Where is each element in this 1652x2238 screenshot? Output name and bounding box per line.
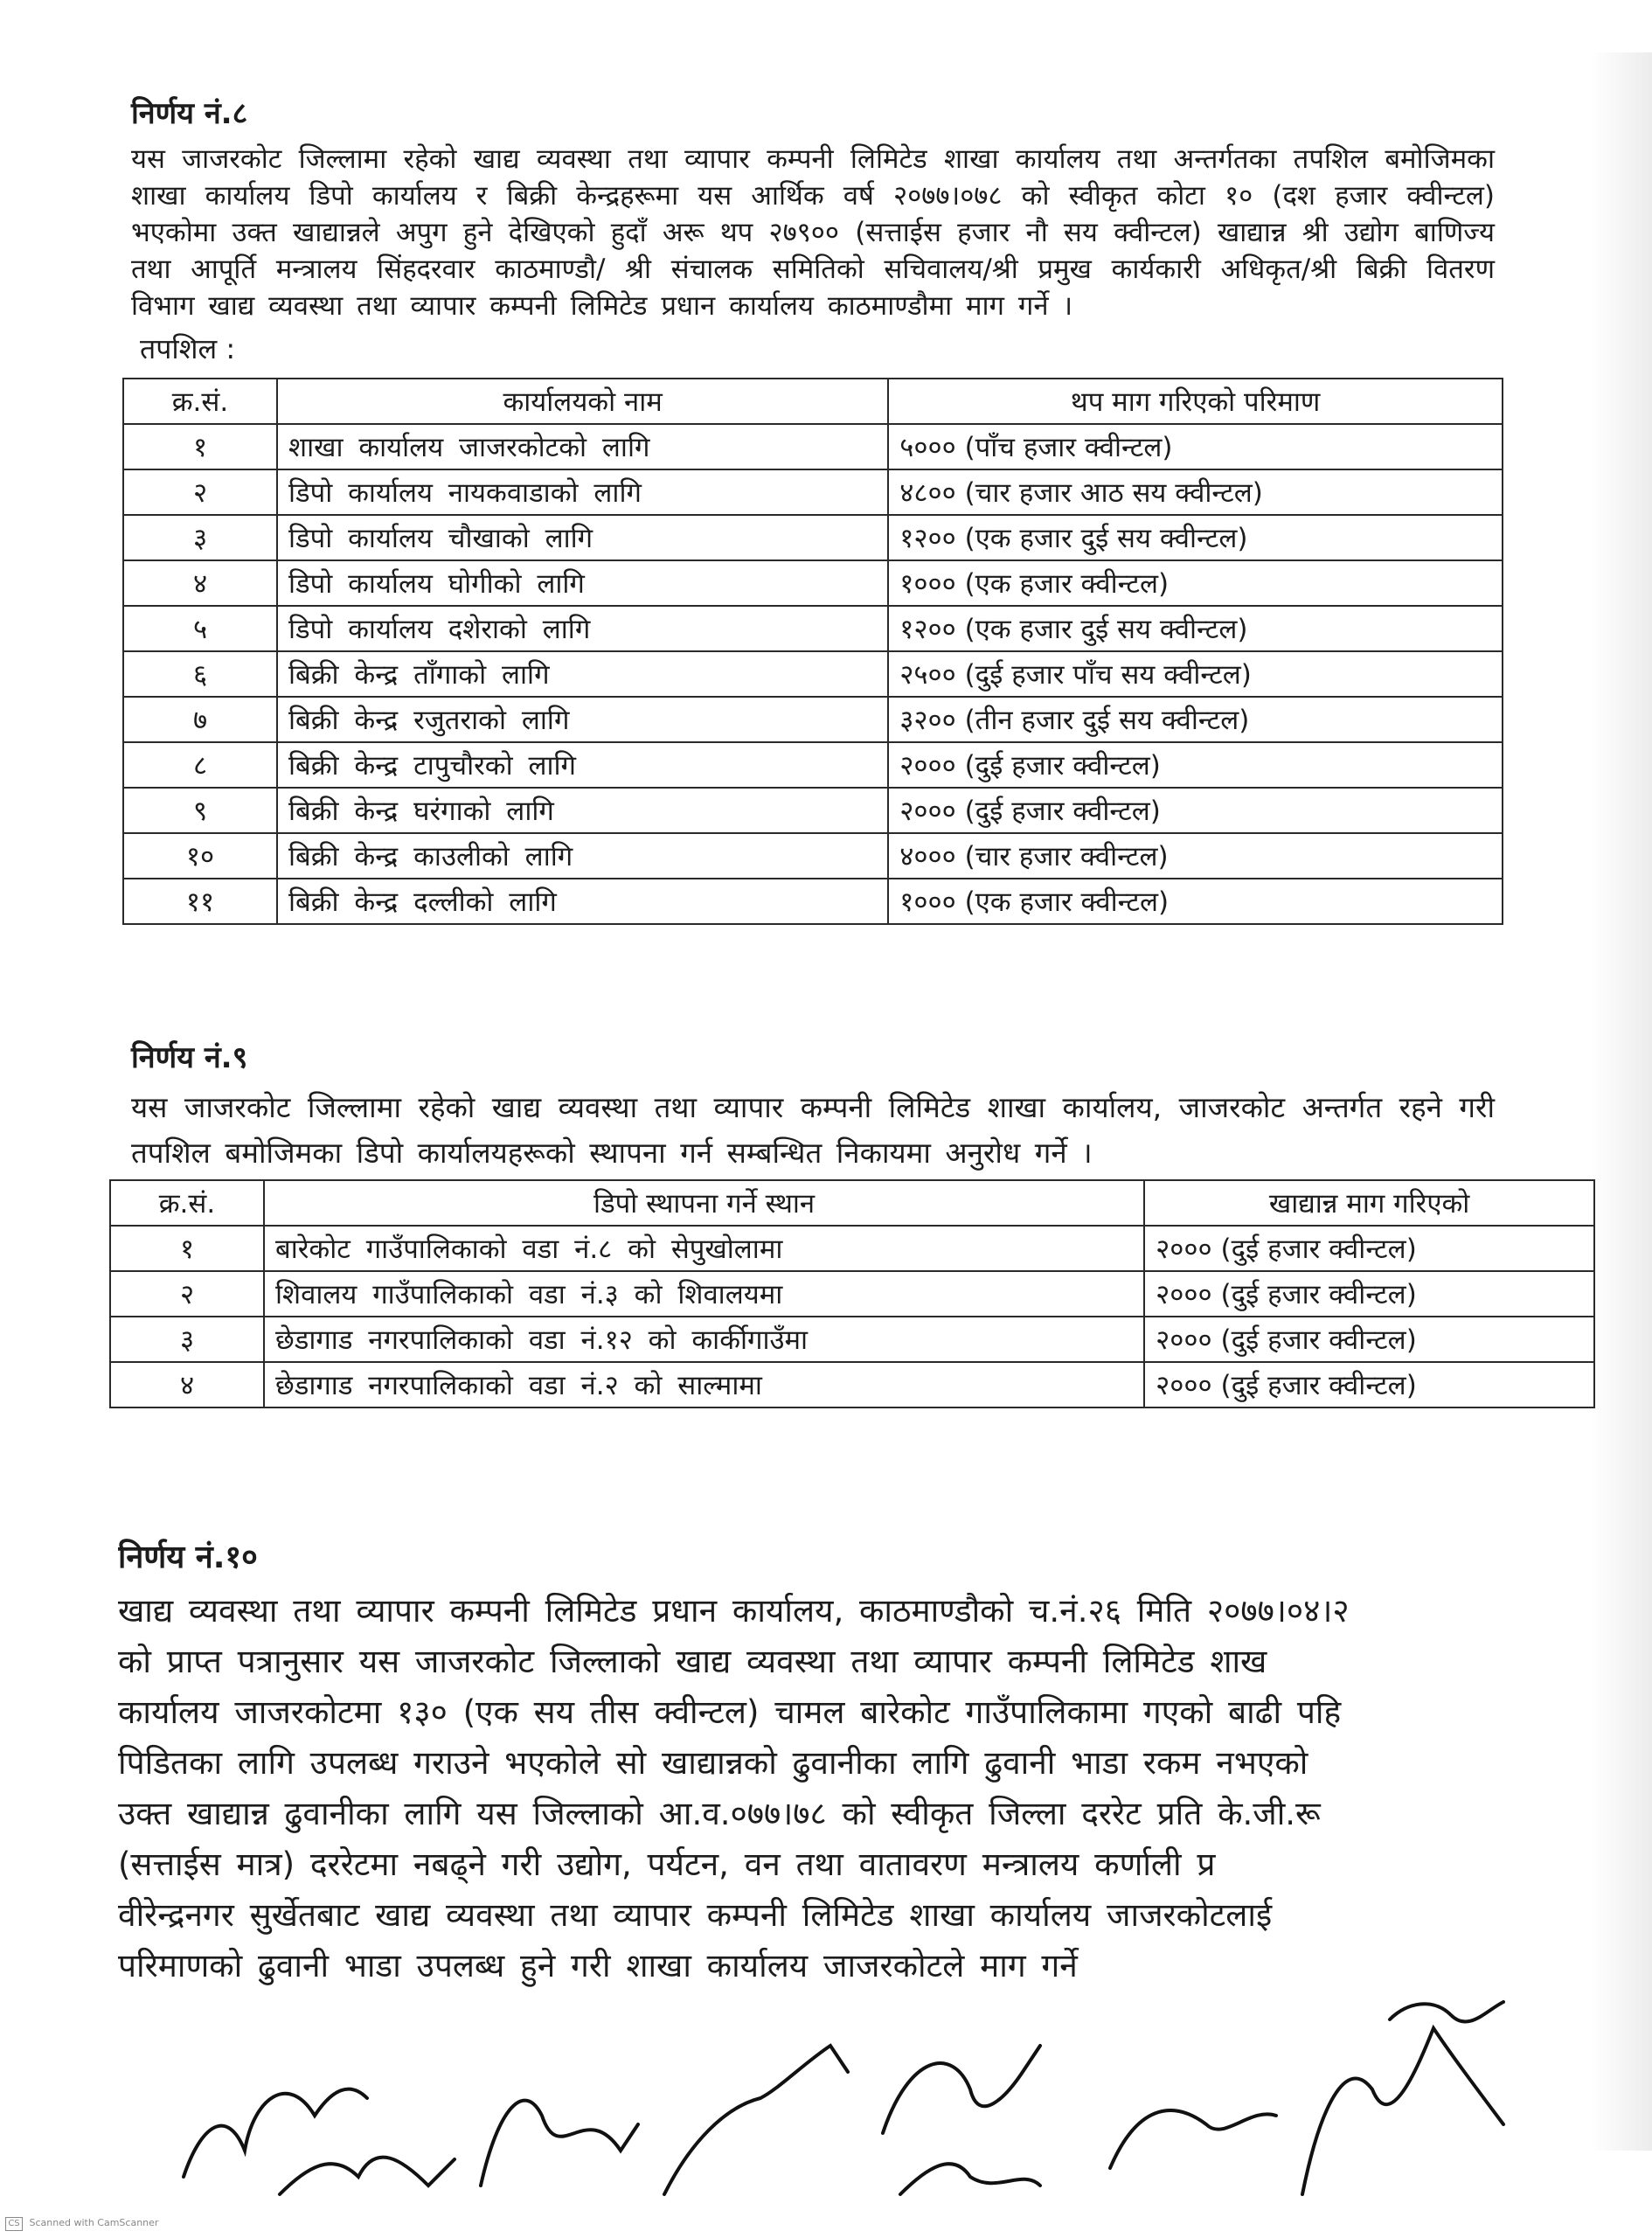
- table-cell-qty: २००० (दुई हजार क्वीन्टल): [1144, 1271, 1594, 1317]
- decision-9-table: [109, 1179, 1595, 1408]
- table-row: [123, 424, 1503, 469]
- decision-9-table-body: [110, 1226, 1594, 1407]
- table-row: [110, 1362, 1594, 1407]
- table-cell-qty: ५००० (पाँच हजार क्वीन्टल): [888, 424, 1503, 469]
- table-cell-qty: ४००० (चार हजार क्वीन्टल): [888, 833, 1503, 879]
- table-row: [123, 697, 1503, 742]
- table-cell-qty: २००० (दुई हजार क्वीन्टल): [1144, 1317, 1594, 1362]
- table-row: [123, 879, 1503, 924]
- table-header-row: [123, 379, 1503, 424]
- table-row: [123, 833, 1503, 879]
- table-cell-sn: ८: [123, 742, 277, 788]
- table-cell-name: बिक्री केन्द्र टापुचौरको लागि: [277, 742, 888, 788]
- decision-8-table-body: [123, 424, 1503, 924]
- table-cell-name: छेडागाड नगरपालिकाको वडा नं.१२ को कार्कीगाउँमा: [264, 1317, 1144, 1362]
- table-row: [110, 1226, 1594, 1271]
- table-cell-name: डिपो कार्यालय घोगीको लागि: [277, 560, 888, 606]
- signature-8: [1302, 2028, 1503, 2194]
- table-cell-name: बिक्री केन्द्र दल्लीको लागि: [277, 879, 888, 924]
- decision-10-line: को प्राप्त पत्रानुसार यस जाजरकोट जिल्लाको खाद्य व्यवस्था तथा व्यापार कम्पनी लिमिटेड शाख: [118, 1643, 1267, 1680]
- signatures-area: [166, 1993, 1530, 2212]
- table-cell-sn: ११: [123, 879, 277, 924]
- header-serial: क्र.सं.: [123, 379, 277, 424]
- table-cell-name: बिक्री केन्द्र ताँगाको लागि: [277, 651, 888, 697]
- table-row: [123, 606, 1503, 651]
- header-grain-demand: खाद्यान्न माग गरिएको: [1144, 1180, 1594, 1226]
- table-cell-qty: २५०० (दुई हजार पाँच सय क्वीन्टल): [888, 651, 1503, 697]
- decision-10-line: उक्त खाद्यान्न ढुवानीका लागि यस जिल्लाको आ.व.०७७।७८ को स्वीकृत जिल्ला दररेट प्रति के.जी.रू: [118, 1795, 1321, 1832]
- decision-8-section: [131, 92, 1495, 925]
- decision-10-line: कार्यालय जाजरकोटमा १३० (एक सय तीस क्वीन्टल) चामल बारेकोट गाउँपालिकामा गएको बाढी पहि: [118, 1693, 1342, 1731]
- table-cell-qty: १२०० (एक हजार दुई सय क्वीन्टल): [888, 515, 1503, 560]
- header-serial: क्र.सं.: [110, 1180, 264, 1226]
- table-cell-sn: ३: [123, 515, 277, 560]
- header-depot-location: डिपो स्थापना गर्ने स्थान: [264, 1180, 1144, 1226]
- table-cell-qty: १००० (एक हजार क्वीन्टल): [888, 560, 1503, 606]
- table-row: [123, 742, 1503, 788]
- table-cell-name: डिपो कार्यालय नायकवाडाको लागि: [277, 469, 888, 515]
- signature-2: [280, 2158, 455, 2194]
- table-cell-sn: ३: [110, 1317, 264, 1362]
- table-cell-sn: ४: [123, 560, 277, 606]
- table-cell-name: बिक्री केन्द्र घरंगाको लागि: [277, 788, 888, 833]
- cs-logo-icon: CS: [5, 2217, 23, 2231]
- header-quantity: थप माग गरिएको परिमाण: [888, 379, 1503, 424]
- table-cell-sn: २: [123, 469, 277, 515]
- decision-10-line: वीरेन्द्रनगर सुर्खेतबाट खाद्य व्यवस्था तथा व्यापार कम्पनी लिमिटेड शाखा कार्यालय जाजरकोटलाई: [118, 1896, 1273, 1934]
- decision-9-heading: निर्णय नं.९: [131, 1040, 248, 1075]
- table-cell-sn: १०: [123, 833, 277, 879]
- table-cell-name: डिपो कार्यालय चौखाको लागि: [277, 515, 888, 560]
- table-cell-qty: २००० (दुई हजार क्वीन्टल): [888, 742, 1503, 788]
- decision-8-table: [122, 378, 1503, 925]
- table-cell-qty: २००० (दुई हजार क्वीन्टल): [888, 788, 1503, 833]
- table-row: [123, 560, 1503, 606]
- scanner-text: Scanned with CamScanner: [29, 2217, 159, 2228]
- table-header-row: [110, 1180, 1594, 1226]
- table-cell-name: छेडागाड नगरपालिकाको वडा नं.२ को साल्मामा: [264, 1362, 1144, 1407]
- table-cell-sn: ४: [110, 1362, 264, 1407]
- tapashil-label: तपशिल :: [140, 332, 236, 365]
- table-cell-sn: ९: [123, 788, 277, 833]
- table-cell-qty: २००० (दुई हजार क्वीन्टल): [1144, 1362, 1594, 1407]
- table-cell-name: शाखा कार्यालय जाजरकोटको लागि: [277, 424, 888, 469]
- table-cell-name: बारेकोट गाउँपालिकाको वडा नं.८ को सेपुखोलामा: [264, 1226, 1144, 1271]
- header-office-name: कार्यालयको नाम: [277, 379, 888, 424]
- table-row: [123, 515, 1503, 560]
- decision-10-line: (सत्ताईस मात्र) दररेटमा नबढ्ने गरी उद्योग, पर्यटन, वन तथा वातावरण मन्त्रालय कर्णाली प्र: [118, 1845, 1216, 1883]
- table-row: [123, 469, 1503, 515]
- table-cell-sn: १: [123, 424, 277, 469]
- decision-9-section: [131, 1036, 1495, 1408]
- decision-8-paragraph: यस जाजरकोट जिल्लामा रहेको खाद्य व्यवस्था तथा व्यापार कम्पनी लिमिटेड शाखा कार्यालय तथा अन्तर्गतका तपशिल बमोजिमका शाखा कार्यालय डिपो कार्यालय र बिक्री केन्द्रहरूमा यस आर्थिक वर्ष २०७७।०७८ को स्वीकृत कोटा १० (दश हजार क्वीन्टल) भएकोमा उक्त खाद्यान्नले अपुग हुने देखिएको हुदाँ अरू थप २७९०० (सत्ताईस हजार नौ सय क्वीन्टल) खाद्यान्न श्री उद्योग बाणिज्य तथा आपूर्ति मन्त्रालय सिंहदरवार काठमाण्डौ/ श्री संचालक समितिको सचिवालय/श्री प्रमुख कार्यकारी अधिकृत/श्री बिक्री वितरण विभाग खाद्य व्यवस्था तथा व्यापार कम्पनी लिमिटेड प्रधान कार्यालय काठमाण्डौमा माग गर्ने ।: [131, 143, 1495, 322]
- decision-10-section: [118, 1534, 1652, 1991]
- decision-8-heading: निर्णय नं.८: [131, 96, 248, 131]
- signature-4: [664, 2046, 848, 2194]
- decision-10-heading: निर्णय नं.१०: [118, 1539, 258, 1575]
- table-row: [123, 788, 1503, 833]
- decision-10-line: खाद्य व्यवस्था तथा व्यापार कम्पनी लिमिटेड प्रधान कार्यालय, काठमाण्डौको च.नं.२६ मिति २०७७।०४।२: [118, 1592, 1350, 1630]
- table-cell-sn: १: [110, 1226, 264, 1271]
- table-row: [123, 651, 1503, 697]
- signature-3: [481, 2101, 638, 2186]
- table-cell-qty: १२०० (एक हजार दुई सय क्वीन्टल): [888, 606, 1503, 651]
- table-cell-sn: ५: [123, 606, 277, 651]
- signature-9: [1390, 2002, 1503, 2022]
- table-cell-name: डिपो कार्यालय दशेराको लागि: [277, 606, 888, 651]
- decision-10-line: पिडितका लागि उपलब्ध गराउने भएकोले सो खाद्यान्नको ढुवानीका लागि ढुवानी भाडा रकम नभएको: [118, 1744, 1308, 1782]
- table-cell-qty: ४८०० (चार हजार आठ सय क्वीन्टल): [888, 469, 1503, 515]
- table-cell-name: बिक्री केन्द्र काउलीको लागि: [277, 833, 888, 879]
- decision-9-paragraph: यस जाजरकोट जिल्लामा रहेको खाद्य व्यवस्था तथा व्यापार कम्पनी लिमिटेड शाखा कार्यालय, जाजरकोट अन्तर्गत रहने गरी तपशिल बमोजिमका डिपो कार्यालयहरूको स्थापना गर्न सम्बन्धित निकायमा अनुरोध गर्ने ।: [131, 1090, 1495, 1170]
- table-cell-name: शिवालय गाउँपालिकाको वडा नं.३ को शिवालयमा: [264, 1271, 1144, 1317]
- table-cell-qty: १००० (एक हजार क्वीन्टल): [888, 879, 1503, 924]
- signature-7: [1110, 2110, 1276, 2168]
- decision-10-line: परिमाणको ढुवानी भाडा उपलब्ध हुने गरी शाखा कार्यालय जाजरकोटले माग गर्ने: [118, 1947, 1078, 1984]
- table-cell-sn: २: [110, 1271, 264, 1317]
- signature-6: [900, 2164, 1040, 2194]
- table-row: [110, 1317, 1594, 1362]
- camscanner-watermark: [5, 2217, 158, 2231]
- table-row: [110, 1271, 1594, 1317]
- table-cell-qty: ३२०० (तीन हजार दुई सय क्वीन्टल): [888, 697, 1503, 742]
- decision-10-paragraph: [118, 1586, 1652, 1991]
- signature-5: [883, 2046, 1040, 2133]
- table-cell-name: बिक्री केन्द्र रजुतराको लागि: [277, 697, 888, 742]
- table-cell-sn: ७: [123, 697, 277, 742]
- table-cell-sn: ६: [123, 651, 277, 697]
- table-cell-qty: २००० (दुई हजार क्वीन्टल): [1144, 1226, 1594, 1271]
